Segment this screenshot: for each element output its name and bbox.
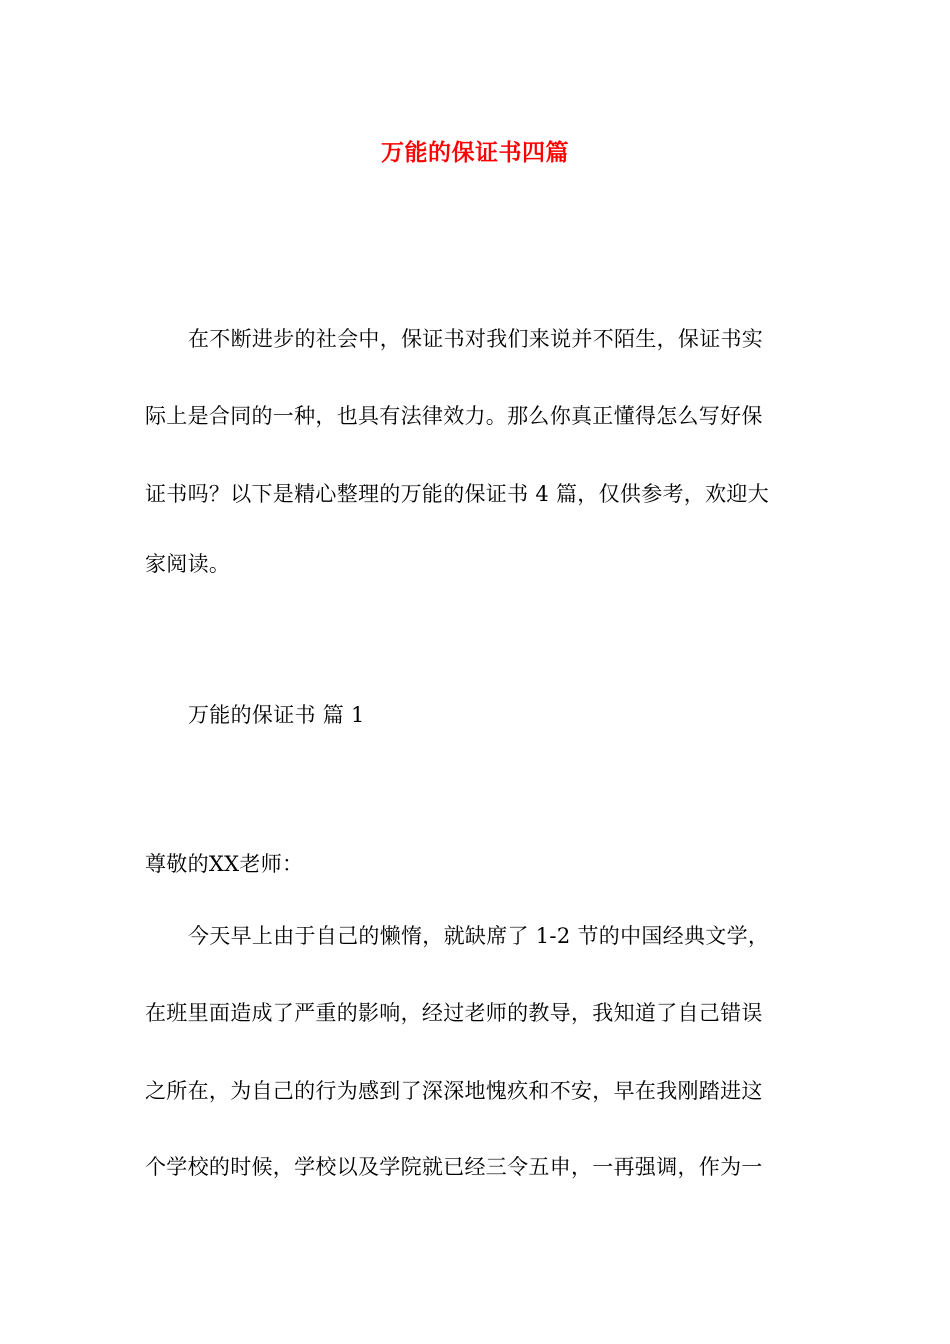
body-line-1: 今天早上由于自己的懒惰，就缺席了 1-2 节的中国经典文学， — [188, 924, 770, 948]
body-line-2: 在班里面造成了严重的影响，经过老师的教导，我知道了自己错误 — [145, 1001, 763, 1025]
body-line-3: 之所在，为自己的行为感到了深深地愧疚和不安，早在我刚踏进这 — [145, 1079, 763, 1103]
body-line-4: 个学校的时候，学校以及学院就已经三令五申，一再强调，作为一 — [145, 1155, 763, 1179]
intro-line-4: 家阅读。 — [145, 552, 231, 576]
salutation: 尊敬的XX老师： — [145, 852, 304, 876]
intro-line-1: 在不断进步的社会中，保证书对我们来说并不陌生，保证书实 — [188, 327, 764, 351]
section-heading: 万能的保证书 篇 1 — [188, 703, 365, 727]
intro-line-2: 际上是合同的一种，也具有法律效力。那么你真正懂得怎么写好保 — [145, 404, 763, 428]
intro-line-3: 证书吗？以下是精心整理的万能的保证书 4 篇，仅供参考，欢迎大 — [145, 482, 770, 506]
document-title: 万能的保证书四篇 — [381, 140, 569, 166]
